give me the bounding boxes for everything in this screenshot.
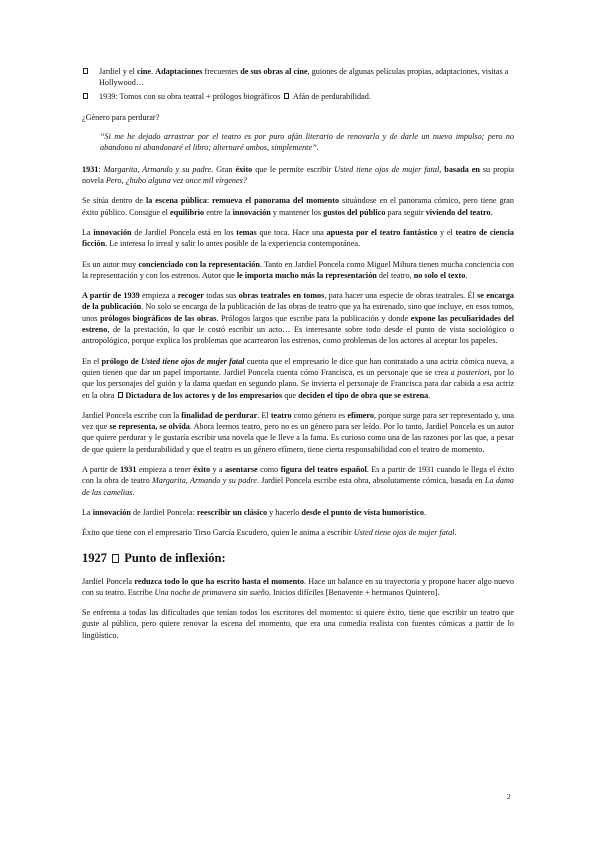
missing-glyph-icon [284,93,289,99]
text: para seguir [385,207,426,217]
bold-text: la escena pública [145,196,207,206]
paragraph-empresario [82,527,514,538]
text: Es un autor muy [82,259,139,269]
text: : [98,164,104,174]
bold-italic-text [141,357,245,366]
bold-text: éxito [193,465,211,475]
page-content [82,66,514,650]
text: todas sus [203,291,239,301]
bold-text: A partir de 1939 [82,291,140,301]
bold-text: prólogo de [101,356,142,366]
paragraph-1931-exito [82,464,514,498]
paragraph-escena-publica [82,195,514,218]
heading-text: Punto de inflexión: [121,550,226,565]
text: Jardiel y el [99,67,137,76]
bold-text: remueva el panorama del momento [212,196,340,206]
bold-text: le importa mucho más la representación [236,270,377,280]
bold-text: finalidad de perdurar [181,410,258,420]
bold-text: efímero [347,410,374,420]
text: . Hace un balance en su trayectoria y propone hacer algo nuevo con su teatro. Escribe [82,576,514,597]
bold-text: asentarse [224,465,258,475]
text: y a [210,465,225,475]
bold-text: obras teatrales en tomos [238,291,325,301]
bold-text: se representa, se olvida [109,422,190,432]
bold-text: innovación [93,227,132,237]
text: . [151,67,156,76]
missing-glyph-icon [112,554,119,563]
text: , de la prestación, lo que le costó escribir un acto… Es interesante sobre todo desde el punto de vista sociológico o antropológico, porque explica los problemas que acarrearon los estrenos, como problemas de los actores al aceptar los papeles. [82,325,514,346]
text: de Jardiel Poncela: [130,507,197,517]
text: 1939: Tomos con su obra teatral + prólogos biográficos [99,91,283,101]
text: frecuentes [202,67,241,76]
text: . Inicios difíciles [Benavente + hermanos Quintero]. [268,587,440,597]
text: , porque surge para ser representado y, una vez que [82,410,514,432]
italic-text: Margarita, Armando y su padre [103,164,212,174]
text: La [82,507,93,517]
text: Se enfrenta a todas las dificultades que tenían todos los escritores del momento: si quiere éxito, tiene que escribir un teatro que guste al público, pero quiere renovar la escena del momento, que era una comedia realista con fuentes cómicas a partir de lo lingüístico. [82,608,514,640]
text: entre la [204,207,233,217]
text: . Es a partir de 1931 cuando le llega el éxito con la obra de teatro [82,465,514,486]
text: : [206,196,213,206]
bold-text: prólogos biográficos de las obras [100,313,217,323]
text: . [490,207,493,217]
paragraph-1931 [82,164,514,187]
bold-text: viviendo del teatro [425,207,491,217]
paragraph-innovacion-clasico [82,507,514,518]
text: Afán de perdurabilidad. [291,91,371,101]
text: , guiones de algunas películas propias, adaptaciones, visitas a Hollywood… [99,67,509,88]
text: empieza a tener [136,465,194,475]
bold-text: Adaptaciones [155,67,203,76]
text: . Tanto en Jardiel Poncela como Miguel Mihura tienen mucha conciencia con la representación y con los estrenos. Autor que [82,259,514,280]
text: y el [437,227,456,237]
italic-text: Pero, ¿hubo alguna vez once mil vírgenes? [105,176,247,186]
page-number: 2 [507,792,511,801]
text: , para hacer una especie de obras teatrales. Él [324,291,478,301]
paragraph-1939-tomos [82,290,514,346]
text: . Jardiel Poncela escribe esta obra, absolutamente cómica, basada en [256,476,485,486]
text: . Le interesa lo irreal y salir lo antes posible de la experiencia contemporánea. [105,239,361,249]
text: situándose en el panorama cómico, pero tiene gran éxito público. Consigue el [82,196,515,217]
italic-text: Una noche de primavera sin sueño [154,587,269,597]
paragraph-dificultades [82,607,514,641]
bold-text: apuesta por el teatro fantástico [326,227,438,237]
bold-text: desde el punto de vista humorístico [301,507,424,517]
text: , [439,164,445,174]
italic-text: Usted tiene ojos de mujer fatal [353,528,455,538]
paragraph-representacion [82,259,514,282]
bold-text: gustos del público [323,207,386,217]
text: que toca. Hace una [256,227,327,237]
text: . El [257,410,271,420]
text: A partir de [82,465,121,475]
bold-text: Dictadura de los actores y de los empresarios [125,390,283,400]
text: . Ahora leemos teatro, pero no es un género para ser leído. Por lo tanto, Jardiel Poncela es un autor que quiere perdurar y le gustaría escribir una novela que le lleve a la fama. Es curioso como una de las razones por las que, a pesar de que quiere la perdurabilidad y que el teatro es un género efímero, tiene cierta responsabilidad con el teatro de momento. [82,422,514,454]
text: del teatro, [376,270,414,280]
section-heading-1927 [82,551,514,566]
bold-text: basada en [444,164,480,174]
bold-text: teatro [270,410,292,420]
text: empieza a [139,291,178,301]
text: y hacerlo [267,507,302,517]
bold-text: figura del teatro español [280,465,367,475]
bold-text: de sus obras al cine [240,67,308,76]
bold-text: concienciado con la representación [138,259,260,269]
text: Se sitúa dentro de [82,196,146,206]
bold-text: teatro de ciencia ficción [82,227,514,249]
italic-text: Usted tiene ojos de mujer fatal [141,356,245,366]
bold-text: cine [136,67,152,76]
bold-text: éxito [235,164,253,174]
missing-glyph-icon [118,392,123,398]
bold-text: expone las peculiaridades del estreno [82,313,514,335]
paragraph-prologo [82,356,514,401]
bullet-item-cine [82,66,514,89]
text: . No solo se encarga de la publicación de las obras de teatro que ya ha estrenado, sino que incluye, en esos tomos, unos [82,302,514,323]
text: que [282,390,299,400]
italic-text: Usted tiene ojos de mujer fatal [334,164,440,174]
text: . Gran [211,164,236,174]
text: , por lo que los personajes del guión y la dama quedan en segundo plano. Se invierta el personaje de Francisca para dar cabida a esa actriz en la obra [82,367,514,400]
bold-text: temas [236,227,257,237]
text: . [428,390,431,400]
bold-text: reescribir un clásico [196,507,268,517]
text: Jardiel Poncela [82,576,135,586]
bullet-box-icon [83,93,88,99]
text: cuenta que el empresario le dice que han contratado a una actriz cómica nueva, a quien tienen que dar un papel importante. Jardiel Poncela cuenta cómo Francisca, es un personaje que se crea [82,356,514,377]
bold-text: innovación [232,207,271,217]
text: En el [82,356,102,366]
quote-block: “Si me he dejado arrastrar por el teatro es por puro afán literario de renovarlo y de darle un nuevo impulso; pero no abandono ni abandonaré el libro; alternaré ambos, simplemente”. [100,132,514,153]
bold-text: se encarga de la publicación [82,291,515,312]
italic-text: La dama de las camelias [82,476,514,497]
heading-text: 1927 [82,550,111,565]
bold-text: no solo el texto [413,270,466,280]
bullet-box-icon [83,68,88,74]
bold-text: reduzca todo lo que ha escrito hasta el momento [134,576,304,586]
text: . [454,528,457,538]
bold-text: innovación [92,507,131,517]
text: . [132,487,135,497]
bold-text: 1931 [120,465,137,475]
italic-text: Margarita, Armando y su padre [151,476,257,486]
bold-text: equilibrio [170,207,205,217]
text: . [423,507,427,517]
text: que le permite escribir [252,164,335,174]
text: . Prólogos largos que escribe para la publicación y donde [216,313,411,323]
text: Éxito que tiene con el empresario Tirso García Escudero, quien le anima a escribir [82,528,354,538]
italic-text: a posteriori [450,367,490,377]
paragraph-innovacion-temas [82,227,514,250]
text: y mantener los [270,207,324,217]
question-line: ¿Género para perdurar? [82,112,160,122]
bold-text: recoger [177,291,204,301]
bold-text: deciden el tipo de obra que se estrena [298,390,429,400]
text: La [82,227,94,237]
text: de Jardiel Poncela está en los [131,227,237,237]
text: como [257,465,281,475]
paragraph-perdurar [82,410,514,455]
bold-text: 1931 [82,164,99,174]
text: su propia novela [82,164,514,186]
text: . [465,270,468,280]
bullet-item-1939 [82,91,514,102]
paragraph-balance [82,576,514,599]
text: como género es [291,410,348,420]
text: Jardiel Poncela escribe con la [82,410,182,420]
